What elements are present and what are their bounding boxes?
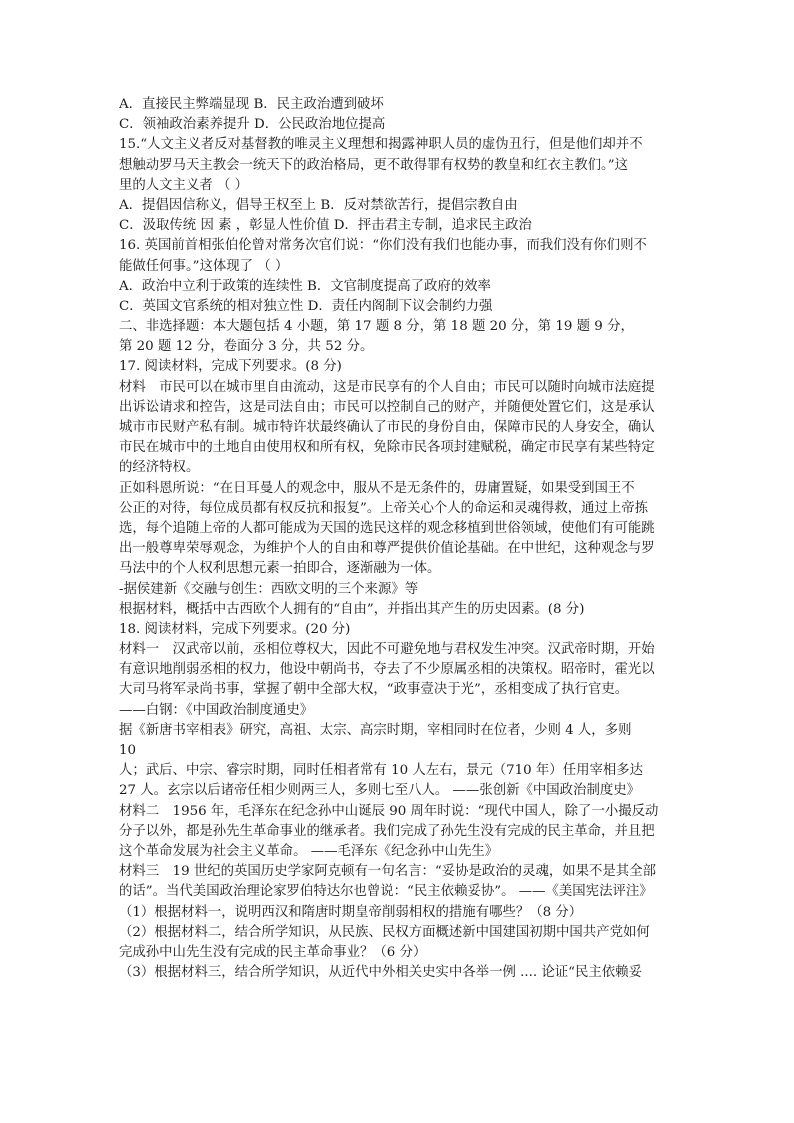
- text-line: 二、非选择题：本大题包括 4 小题，第 17 题 8 分，第 18 题 20 分，第 19 题 9 分，: [119, 319, 634, 335]
- text-line: 27 人。玄宗以后诸帝任相少则两三人，多则七至八人。 ——张创新《中国政治制度史》: [119, 783, 641, 799]
- text-line: 17. 阅读材料，完成下列要求。(8 分): [119, 359, 342, 375]
- text-line: 材料二 1956 年，毛泽东在纪念孙中山诞辰 90 周年时说：“现代中国人，除了一小撮反动: [119, 803, 659, 819]
- text-line: 根据材料，概括中古西欧个人拥有的“自由”，并指出其产生的历史因素。(8 分): [119, 601, 585, 617]
- text-line: 16. 英国前首相张伯伦曾对常务次官们说：“你们没有我们也能办事，而我们没有你们则不: [119, 238, 647, 254]
- text-line: （3）根据材料三，结合所学知识，从近代中外相关史实中各举一例 .... 论证“民主依赖妥: [119, 965, 642, 981]
- text-line: （2）根据材料二，结合所学知识，从民族、民权方面概述新中国建国初期中国共产党如何: [119, 924, 650, 940]
- text-line: 能做任何事。”这体现了 （ ）: [119, 258, 289, 274]
- text-line: （1）根据材料一，说明西汉和隋唐时期皇帝削弱相权的措施有哪些？（8 分）: [119, 904, 583, 920]
- text-line: 选，每个追随上帝的人都可能成为天国的选民这样的观念移植到世俗领域，使他们有可能跳: [119, 520, 655, 536]
- text-line: 10: [119, 743, 137, 758]
- text-line: 18. 阅读材料，完成下列要求。(20 分): [119, 621, 351, 637]
- text-line: 人；武后、中宗、睿宗时期，同时任相者常有 10 人左右，景元（710 年）任用宰相多达: [119, 763, 644, 779]
- text-line: A．政治中立利于政策的连续性 B．文官制度提高了政府的效率: [119, 278, 491, 294]
- text-line: 第 20 题 12 分，卷面分 3 分，共 52 分。: [119, 339, 374, 355]
- text-line: 的经济特权。: [119, 460, 200, 476]
- text-line: 里的人文主义者 （ ）: [119, 177, 249, 193]
- text-line: A．直接民主弊端显现 B．民主政治遭到破坏: [119, 97, 384, 112]
- text-line: 材料一 汉武帝以前，丞相位尊权大，因此不可避免地与君权发生冲突。汉武帝时期，开始: [119, 642, 655, 658]
- text-line: 马法中的个人权利思想元素一拍即合，逐渐融为一体。: [119, 561, 441, 577]
- text-line: 大司马将军录尚书事，掌握了朝中全部大权，“政事壹决于光”，丞相变成了执行官吏。: [119, 682, 629, 698]
- text-line: 想触动罗马天主教会一统天下的政治格局，更不敢得罪有权势的教皇和红衣主教们。”这: [119, 157, 628, 173]
- text-line: 15.“人文主义者反对基督教的唯灵主义理想和揭露神职人员的虚伪丑行，但是他们却并不: [119, 137, 643, 153]
- text-line: 正如科恩所说：“在日耳曼人的观念中，服从不是无条件的，毋庸置疑，如果受到国王不: [119, 480, 635, 496]
- text-line: 的话”。当代美国政治理论家罗伯特达尔也曾说：“民主依赖妥协”。 ——《美国宪法评注》: [119, 884, 653, 900]
- text-line: 城市市民财产私有制。城市特许状最终确认了市民的身份自由，保障市民的人身安全，确认: [119, 420, 655, 435]
- text-line: 市民在城市中的土地自由使用权和所有权，免除市民各项封建赋税，确定市民享有某些特定: [119, 440, 655, 456]
- text-line: 分子以外，都是孙先生革命事业的继承者。我们完成了孙先生没有完成的民主革命，并且把: [119, 823, 655, 839]
- text-line: C．英国文官系统的相对独立性 D．责任内阁制下议会制约力强: [119, 298, 493, 314]
- text-line: A．提倡因信称义，倡导王权至上 B．反对禁欲苦行，提倡宗教自由: [119, 197, 518, 213]
- text-line: 出一般尊卑荣辱观念，为维护个人的自由和尊严提供价值论基础。在中世纪，这种观念与罗: [119, 541, 655, 557]
- text-line: C．汲取传统 因 素 ，彰显人性价值 D．抨击君主专制，追求民主政治: [119, 218, 532, 234]
- text-line: -据侯建新《交融与创生：西欧文明的三个来源》等: [119, 581, 419, 597]
- text-line: 材料三 19 世纪的英国历史学家阿克顿有一句名言：“妥协是政治的灵魂，如果不是其全部: [119, 864, 656, 880]
- text-line: 这个革命发展为社会主义革命。 ——毛泽东《纪念孙中山先生》: [119, 843, 499, 859]
- text-line: 据《新唐书宰相表》研究，高祖、太宗、高宗时期，宰相同时在位者，少则 4 人，多则: [119, 722, 632, 738]
- text-line: 完成孙中山先生没有完成的民主革命事业？（6 分）: [119, 944, 427, 960]
- text-line: 出诉讼请求和控告，这是司法自由；市民可以控制自己的财产，并随便处置它们，这是承认: [119, 399, 655, 415]
- text-line: ——白钢：《中国政治制度通史》: [119, 702, 314, 718]
- text-line: 有意识地削弱丞相的权力，他设中朝尚书，夺去了不少原属丞相的决策权。昭帝时，霍光以: [119, 662, 655, 678]
- text-line: 公正的对待，每位成员都有权反抗和报复”。上帝关心个人的命运和灵魂得救，通过上帝拣: [119, 500, 649, 516]
- exam-text: [119, 95, 687, 983]
- text-line: 材料 市民可以在城市里自由流动，这是市民享有的个人自由；市民可以随时向城市法庭提: [119, 379, 655, 395]
- text-line: C．领袖政治素养提升 D．公民政治地位提高: [119, 117, 386, 133]
